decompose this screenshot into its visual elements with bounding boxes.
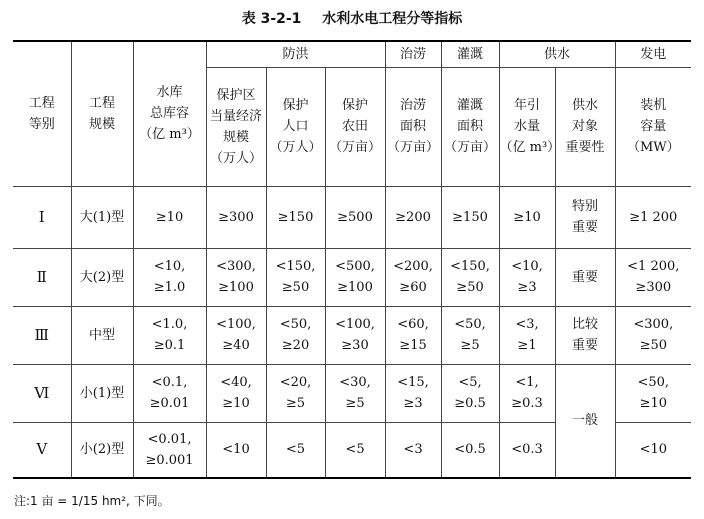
cell-line: ≥100 <box>218 280 254 295</box>
header-group-row <box>13 41 691 67</box>
value-cell <box>555 248 615 306</box>
group-flood: 防洪 <box>206 41 385 67</box>
cell-line: 年引 <box>514 98 541 113</box>
cell-line: <30, <box>339 375 371 390</box>
cell-line: <1, <box>515 375 539 390</box>
value-cell <box>499 364 555 422</box>
cell-line: 面积 <box>400 119 427 134</box>
header-cell <box>71 41 133 186</box>
value-cell <box>133 422 206 478</box>
cell-line: 容量 <box>640 119 667 134</box>
cell-line: 规模 <box>88 116 115 132</box>
group-supply: 供水 <box>499 41 615 67</box>
value-cell <box>615 248 691 306</box>
merged-importance-cell: 一般 <box>555 364 615 478</box>
value-cell <box>206 364 266 422</box>
value-cell <box>325 248 385 306</box>
cell-line: 等别 <box>28 116 55 132</box>
cell-line: <10, <box>511 259 543 274</box>
cell-line: <300, <box>633 317 674 332</box>
table-caption: 水利水电工程分等指标 <box>322 11 463 27</box>
cell-line: <60, <box>397 317 429 332</box>
scale-cell: 大(2)型 <box>71 248 133 306</box>
cell-line: <100, <box>216 317 256 332</box>
cell-line: <0.01, <box>147 431 192 447</box>
cell-line: （万亩） <box>387 140 440 155</box>
group-irrigation: 灌溉 <box>441 41 499 67</box>
cell-line: （万人） <box>269 140 322 155</box>
value-cell <box>555 186 615 248</box>
grade-cell: Ⅰ <box>13 186 71 248</box>
value-cell <box>385 364 441 422</box>
cell-line: ≥0.001 <box>145 452 194 468</box>
cell-line: ≥1 <box>517 338 537 353</box>
cell-line: <10 <box>639 442 667 458</box>
value-cell <box>385 422 441 478</box>
header-cell <box>325 67 385 186</box>
value-cell <box>325 422 385 478</box>
value-cell <box>499 306 555 364</box>
value-cell <box>266 364 325 422</box>
table-row <box>13 306 691 364</box>
cell-line: 面积 <box>457 119 484 134</box>
cell-line: <10 <box>222 442 250 458</box>
cell-line: 比较 <box>572 317 599 332</box>
value-cell <box>133 248 206 306</box>
group-drainage: 治涝 <box>385 41 441 67</box>
value-cell <box>615 186 691 248</box>
cell-line: ≥0.5 <box>454 396 486 411</box>
cell-line: 农田 <box>342 119 369 134</box>
table-title <box>0 8 704 28</box>
value-cell <box>499 248 555 306</box>
value-cell <box>615 306 691 364</box>
cell-line: ≥200 <box>395 209 431 225</box>
cell-line: ≥10 <box>155 209 184 225</box>
table-row <box>13 186 691 248</box>
cell-line: <0.1, <box>151 375 188 390</box>
header-cell <box>133 41 206 186</box>
cell-line: （亿 m³） <box>499 140 561 155</box>
cell-line: 规模 <box>222 129 249 145</box>
cell-line: <1 200, <box>627 259 680 274</box>
value-cell <box>206 422 266 478</box>
table-number: 表 3-2-1 <box>241 11 302 27</box>
cell-line: ≥1 200 <box>629 209 678 225</box>
cell-line: （万亩） <box>329 140 382 155</box>
cell-line: 重要性 <box>565 140 605 155</box>
cell-line: ≥300 <box>218 209 254 225</box>
value-cell <box>615 422 691 478</box>
cell-line: （万人） <box>209 150 262 166</box>
cell-line: ≥50 <box>639 338 667 353</box>
value-cell <box>206 306 266 364</box>
cell-line: ≥1.0 <box>153 280 186 295</box>
cell-line: <3 <box>403 442 423 458</box>
value-cell <box>325 186 385 248</box>
cell-line: ≥10 <box>222 396 250 411</box>
cell-line: 重要 <box>572 220 599 235</box>
cell-line: 保护 <box>342 98 369 113</box>
header-cell <box>266 67 325 186</box>
cell-line: 特别 <box>572 199 599 214</box>
value-cell <box>499 422 555 478</box>
cell-line: ≥150 <box>452 209 488 225</box>
value-cell <box>441 422 499 478</box>
value-cell <box>206 186 266 248</box>
cell-line: <200, <box>393 259 433 274</box>
grade-cell: Ⅲ <box>13 306 71 364</box>
cell-line: ≥10 <box>513 209 541 225</box>
cell-line: （亿 m³） <box>139 127 200 143</box>
cell-line: ≥3 <box>403 396 423 411</box>
cell-line: ≥300 <box>635 280 672 295</box>
cell-line: （MW） <box>626 140 680 155</box>
value-cell <box>441 186 499 248</box>
value-cell <box>615 364 691 422</box>
scale-cell: 大(1)型 <box>71 186 133 248</box>
value-cell <box>441 248 499 306</box>
cell-line: <50, <box>637 375 670 390</box>
cell-line: <150, <box>450 259 490 274</box>
cell-line: <10, <box>153 259 186 274</box>
header-cell <box>615 67 691 186</box>
grade-indicator-table <box>13 40 691 479</box>
cell-line: <15, <box>397 375 429 390</box>
value-cell <box>266 248 325 306</box>
cell-line: 重要 <box>572 338 599 353</box>
header-cell <box>555 67 615 186</box>
grade-cell: Ⅴ <box>13 422 71 478</box>
cell-line: <50, <box>279 317 312 332</box>
cell-line: <500, <box>335 259 375 274</box>
cell-line: 水库 <box>156 85 183 101</box>
value-cell <box>206 248 266 306</box>
cell-line: 供水 <box>572 98 599 113</box>
scale-cell: 小(2)型 <box>71 422 133 478</box>
cell-line: 治涝 <box>400 98 427 113</box>
cell-line: <5 <box>285 442 306 458</box>
cell-line: ≥50 <box>281 280 310 295</box>
value-cell <box>385 306 441 364</box>
cell-line: ≥5 <box>285 396 306 411</box>
cell-line: ≥5 <box>345 396 365 411</box>
cell-line: （万亩） <box>444 140 497 155</box>
cell-line: ≥60 <box>399 280 427 295</box>
header-cell <box>385 67 441 186</box>
cell-line: ≥500 <box>337 209 373 225</box>
cell-line: ≥50 <box>456 280 484 295</box>
value-cell <box>441 306 499 364</box>
cell-line: <5, <box>458 375 482 390</box>
cell-line: 装机 <box>640 98 667 113</box>
cell-line: <40, <box>220 375 252 390</box>
cell-line: 保护区 <box>216 87 256 103</box>
value-cell <box>266 186 325 248</box>
value-cell <box>133 364 206 422</box>
cell-line: ≥5 <box>460 338 480 353</box>
header-cell <box>499 67 561 186</box>
cell-line: <3, <box>515 317 539 332</box>
cell-line: ≥100 <box>337 280 373 295</box>
cell-line: ≥150 <box>277 209 314 225</box>
cell-line: <0.5 <box>454 442 486 458</box>
cell-line: ≥10 <box>639 396 667 411</box>
cell-line: ≥3 <box>517 280 537 295</box>
value-cell <box>441 364 499 422</box>
table-row <box>13 364 691 422</box>
cell-line: ≥0.3 <box>511 396 543 411</box>
cell-line: 灌溉 <box>457 98 484 113</box>
scale-cell: 小(1)型 <box>71 364 133 422</box>
cell-line: 水量 <box>514 119 541 134</box>
cell-line: <50, <box>454 317 486 332</box>
cell-line: <100, <box>335 317 375 332</box>
value-cell <box>266 306 325 364</box>
value-cell <box>266 422 325 478</box>
cell-line: 人口 <box>282 119 309 134</box>
cell-line: <300, <box>216 259 256 274</box>
cell-line: ≥15 <box>399 338 427 353</box>
cell-line: 对象 <box>572 119 599 134</box>
cell-line: 工程 <box>28 95 55 111</box>
cell-line: 工程 <box>88 95 115 111</box>
cell-line: <5 <box>345 442 365 458</box>
header-cell <box>441 67 499 186</box>
value-cell <box>555 306 615 364</box>
group-power: 发电 <box>615 41 691 67</box>
value-cell <box>133 186 206 248</box>
table-note: 注:1 亩 = 1/15 hm², 下同。 <box>14 494 170 508</box>
cell-line: 当量经济 <box>209 108 262 124</box>
value-cell <box>325 306 385 364</box>
value-cell <box>385 248 441 306</box>
cell-line: <150, <box>275 259 316 274</box>
value-cell <box>499 186 555 248</box>
table-row <box>13 248 691 306</box>
cell-line: ≥40 <box>222 338 250 353</box>
cell-line: ≥0.1 <box>153 338 186 353</box>
cell-line: <0.3 <box>511 442 543 458</box>
header-cell <box>13 41 71 186</box>
grade-cell: Ⅵ <box>13 364 71 422</box>
cell-line: <1.0, <box>151 317 188 332</box>
grade-cell: Ⅱ <box>13 248 71 306</box>
value-cell <box>325 364 385 422</box>
cell-line: 总库容 <box>149 106 189 122</box>
header-cell <box>206 67 266 186</box>
cell-line: <20, <box>279 375 312 390</box>
cell-line: ≥30 <box>341 338 369 353</box>
cell-line: ≥0.01 <box>149 396 190 411</box>
cell-line: ≥20 <box>281 338 310 353</box>
cell-line: 重要 <box>572 269 599 285</box>
cell-line: 保护 <box>282 98 309 113</box>
value-cell <box>133 306 206 364</box>
value-cell <box>385 186 441 248</box>
scale-cell: 中型 <box>71 306 133 364</box>
